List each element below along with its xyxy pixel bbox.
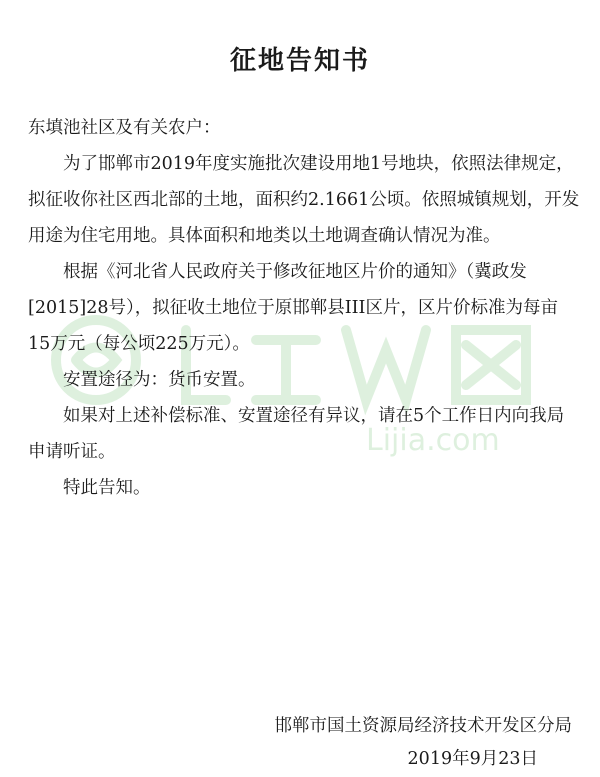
watermark-text: Lijia.com [366, 423, 500, 458]
document-title: 征地告知书 [229, 46, 370, 76]
paragraph-resettlement: 安置途径为：货币安置。 [63, 370, 256, 390]
paragraph-compensation-standard: 根据《河北省人民政府关于修改征地区片价的通知》（冀政发[2015]28号），拟征收土地位于原邯郸县III区片，区片价标准为每亩15万元（每公顷225万元）。 [28, 262, 558, 354]
issue-date: 2019年9月23日 [407, 749, 538, 769]
paragraph-hearing: 如果对上述补偿标准、安置途径有异议，请在5个工作日内向我局申请听证。 [28, 406, 565, 462]
issuer-name: 邯郸市国土资源局经济技术开发区分局 [274, 716, 572, 736]
salutation: 东填池社区及有关农户： [28, 118, 221, 138]
paragraph-closing: 特此告知。 [63, 478, 151, 498]
paragraph-land-acquisition: 为了邯郸市2019年度实施批次建设用地1号地块，依照法律规定，拟征收你社区西北部的土地，面积约2.1661公顷。依照城镇规划，开发用途为住宅用地。具体面积和地类以土地调查确认情况为准。 [28, 154, 580, 246]
document-body [28, 110, 580, 506]
